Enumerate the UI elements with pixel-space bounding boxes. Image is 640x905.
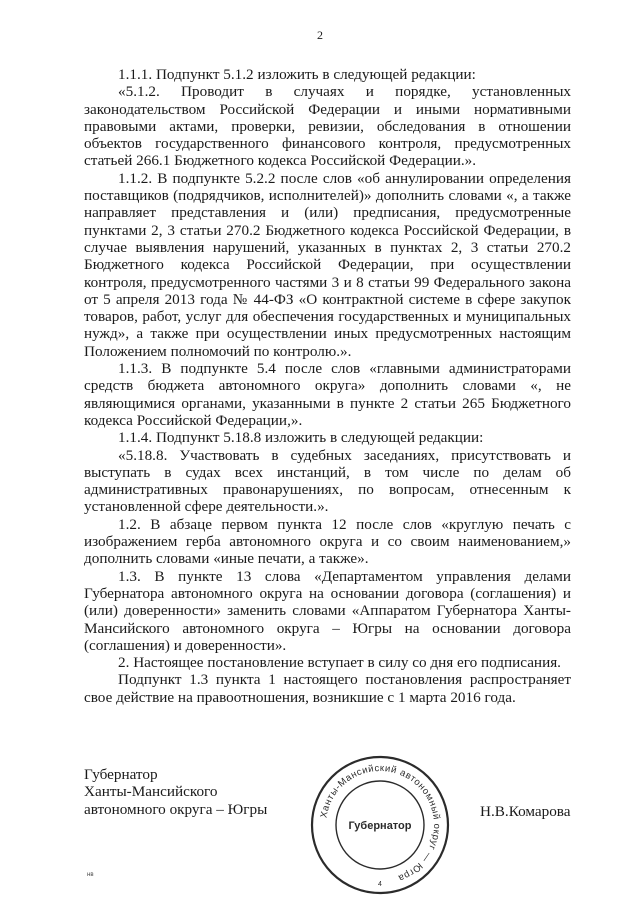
signatory-title-line: автономного округа – Югры [84,800,268,818]
paragraph-1-1-1: 1.1.1. Подпункт 5.1.2 изложить в следующей редакции: [118,66,476,83]
seal-center-text: Губернатор [348,820,412,832]
footer-mark: нв [87,872,94,878]
paragraph-1-2: 1.2. В абзаце первом пункта 12 после слов «круглую печать с изображением герба автономного округа и со своим наименованием,» дополнить словами «иные печати, а также». [84,515,571,568]
paragraph-2: 2. Настоящее постановление вступает в силу со дня его подписания. [118,654,561,672]
paragraph-5-18-8: «5.18.8. Участвовать в судебных заседаниях, присутствовать и выступать в судах всех инстанций, в том числе по делам об административных правонарушениях, по вопросам, отнесенным к установленной сфере деятельности.». [84,446,571,516]
paragraph-1-1-2: 1.1.2. В подпункте 5.2.2 после слов «об аннулировании определения поставщиков (подрядчиков, исполнителей)» дополнить словами «, а также направляет представления и (или) предписания, предусмотренные пунктами 2, 3 статьи 270.2 Бюджетного кодекса Российской Федерации, в случае выявления нарушений, указанных в пунктах 2, 3 статьи 270.2 Бюджетного кодекса Российской Федерации, при осуществлении контроля, предусмотренного частями 3 и 8 статьи 99 Федерального закона от 5 апреля 2013 года № 44-ФЗ «О контрактной системе в сфере закупок товаров, работ, услуг для обеспечения государственных и муниципальных нужд», а также при осуществлении иных предусмотренных настоящим Положением полномочий по контролю.». [84,169,571,360]
official-seal [307,752,453,898]
signatory-name: Н.В.Комарова [480,803,571,820]
paragraph-1-1-3: 1.1.3. В подпункте 5.4 после слов «главными администраторами средств бюджета автономного округа» дополнить словами «, не являющимися органами, указанными в пункте 2 статьи 265 Бюджетного кодекса Российской Федерации,». [84,360,571,429]
paragraph-1-1-4: 1.1.4. Подпункт 5.18.8 изложить в следующей редакции: [118,429,484,447]
paragraph-effective-date: Подпункт 1.3 пункта 1 настоящего постановления распространяет свое действие на правоотношения, возникшие с 1 марта 2016 года. [84,671,571,706]
signatory-title-line: Губернатор [84,766,158,783]
seal-ring-text: Ханты-Мансийский автономный округ — Югра [318,762,443,884]
page-number: 2 [317,28,323,42]
paragraph-5-1-2: «5.1.2. Проводит в случаях и порядке, установленных законодательством Российской Федерации и иными нормативными правовыми актами, проверки, ревизии, обследования в отношении объектов государственного финансового контроля, предусмотренных статьей 266.1 Бюджетного кодекса Российской Федерации.». [84,83,571,170]
paragraph-1-3: 1.3. В пункте 13 слова «Департаментом управления делами Губернатора автономного округа на основании договора (соглашения) и (или) доверенности» заменить словами «Аппаратом Губернатора Ханты-Мансийского автономного округа – Югры на основании договора (соглашения) и доверенности». [84,567,571,654]
signatory-title [84,766,267,818]
seal-bottom-mark: 4 [378,881,382,888]
signatory-title-line: Ханты-Мансийского [84,783,218,801]
document-body [84,66,571,706]
seal-graphic [307,752,453,898]
